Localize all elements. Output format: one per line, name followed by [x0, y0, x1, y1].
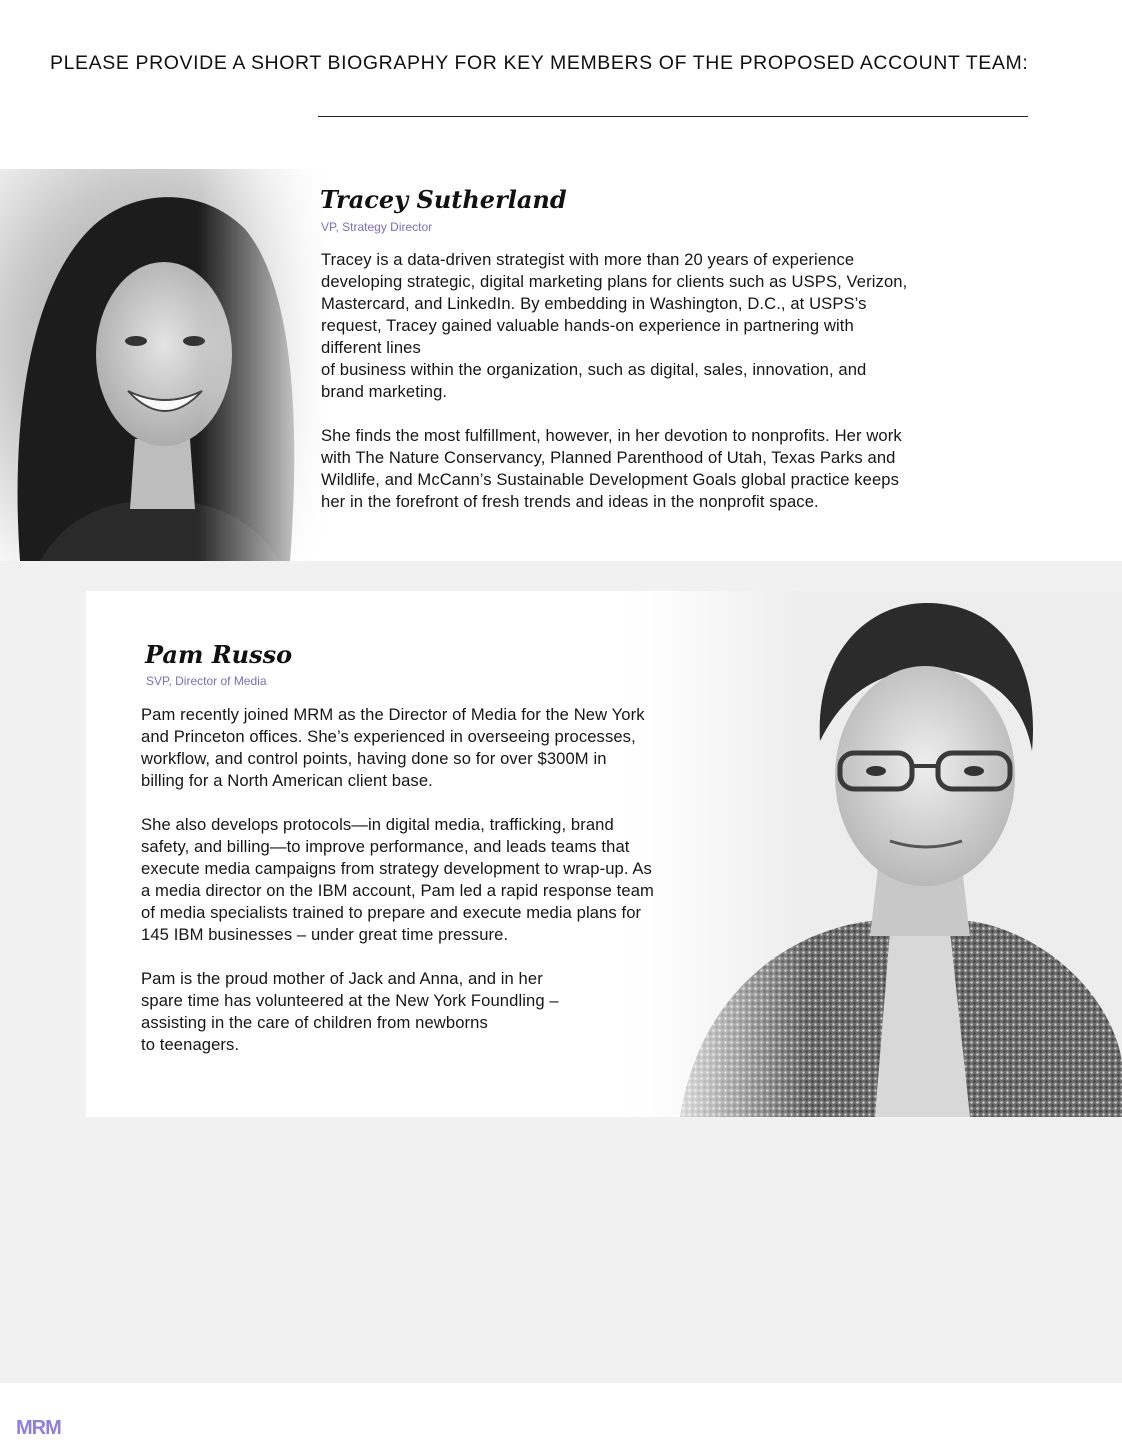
bio-paragraph: Pam recently joined MRM as the Director of Media for the New York and Princeton offices. She’s experienced in overseeing processes, workflow, and control points, having done so for over $300M in billing for a North American client base.: [141, 705, 645, 790]
header-divider: [318, 116, 1028, 117]
mrm-logo: MRM: [16, 1417, 61, 1439]
bio-paragraph: She also develops protocols—in digital media, trafficking, brand safety, and billing—to improve performance, and leads teams that execute media campaigns from strategy development to wrap-up. As a media director on the IBM account, Pam led a rapid response team of media specialists trained to prepare and execute media plans for 145 IBM businesses – under great time pressure.: [141, 815, 654, 944]
page-header-title: PLEASE PROVIDE A SHORT BIOGRAPHY FOR KEY MEMBERS OF THE PROPOSED ACCOUNT TEAM:: [50, 52, 1029, 74]
member-name: Tracey Sutherland: [320, 185, 567, 214]
bio-paragraph: Tracey is a data-driven strategist with more than 20 years of experience developing strategic, digital marketing plans for clients such as USPS, Verizon, Mastercard, and LinkedIn. By embedding in Washington, D.C., at USPS’s request, Tracey gained valuable hands-on experience in partnering with different lines of business within the organization, such as digital, sales, innovation, and brand marketing.: [321, 250, 908, 401]
member-name: Pam Russo: [145, 640, 293, 669]
member-bio: [141, 704, 781, 1056]
tracey-portrait: [0, 169, 330, 561]
member-role: VP, Strategy Director: [321, 220, 433, 234]
bio-paragraph: She finds the most fulfillment, however, in her devotion to nonprofits. Her work with The Nature Conservancy, Planned Parenthood of Utah, Texas Parks and Wildlife, and McCann’s Sustainable Development Goals global practice keeps her in the forefront of fresh trends and ideas in the nonprofit space.: [321, 426, 902, 511]
member-role: SVP, Director of Media: [146, 674, 267, 688]
member-bio: [321, 249, 1041, 513]
bio-paragraph: Pam is the proud mother of Jack and Anna, and in her spare time has volunteered at the New York Foundling – assisting in the care of children from newborns to teenagers.: [141, 969, 559, 1054]
